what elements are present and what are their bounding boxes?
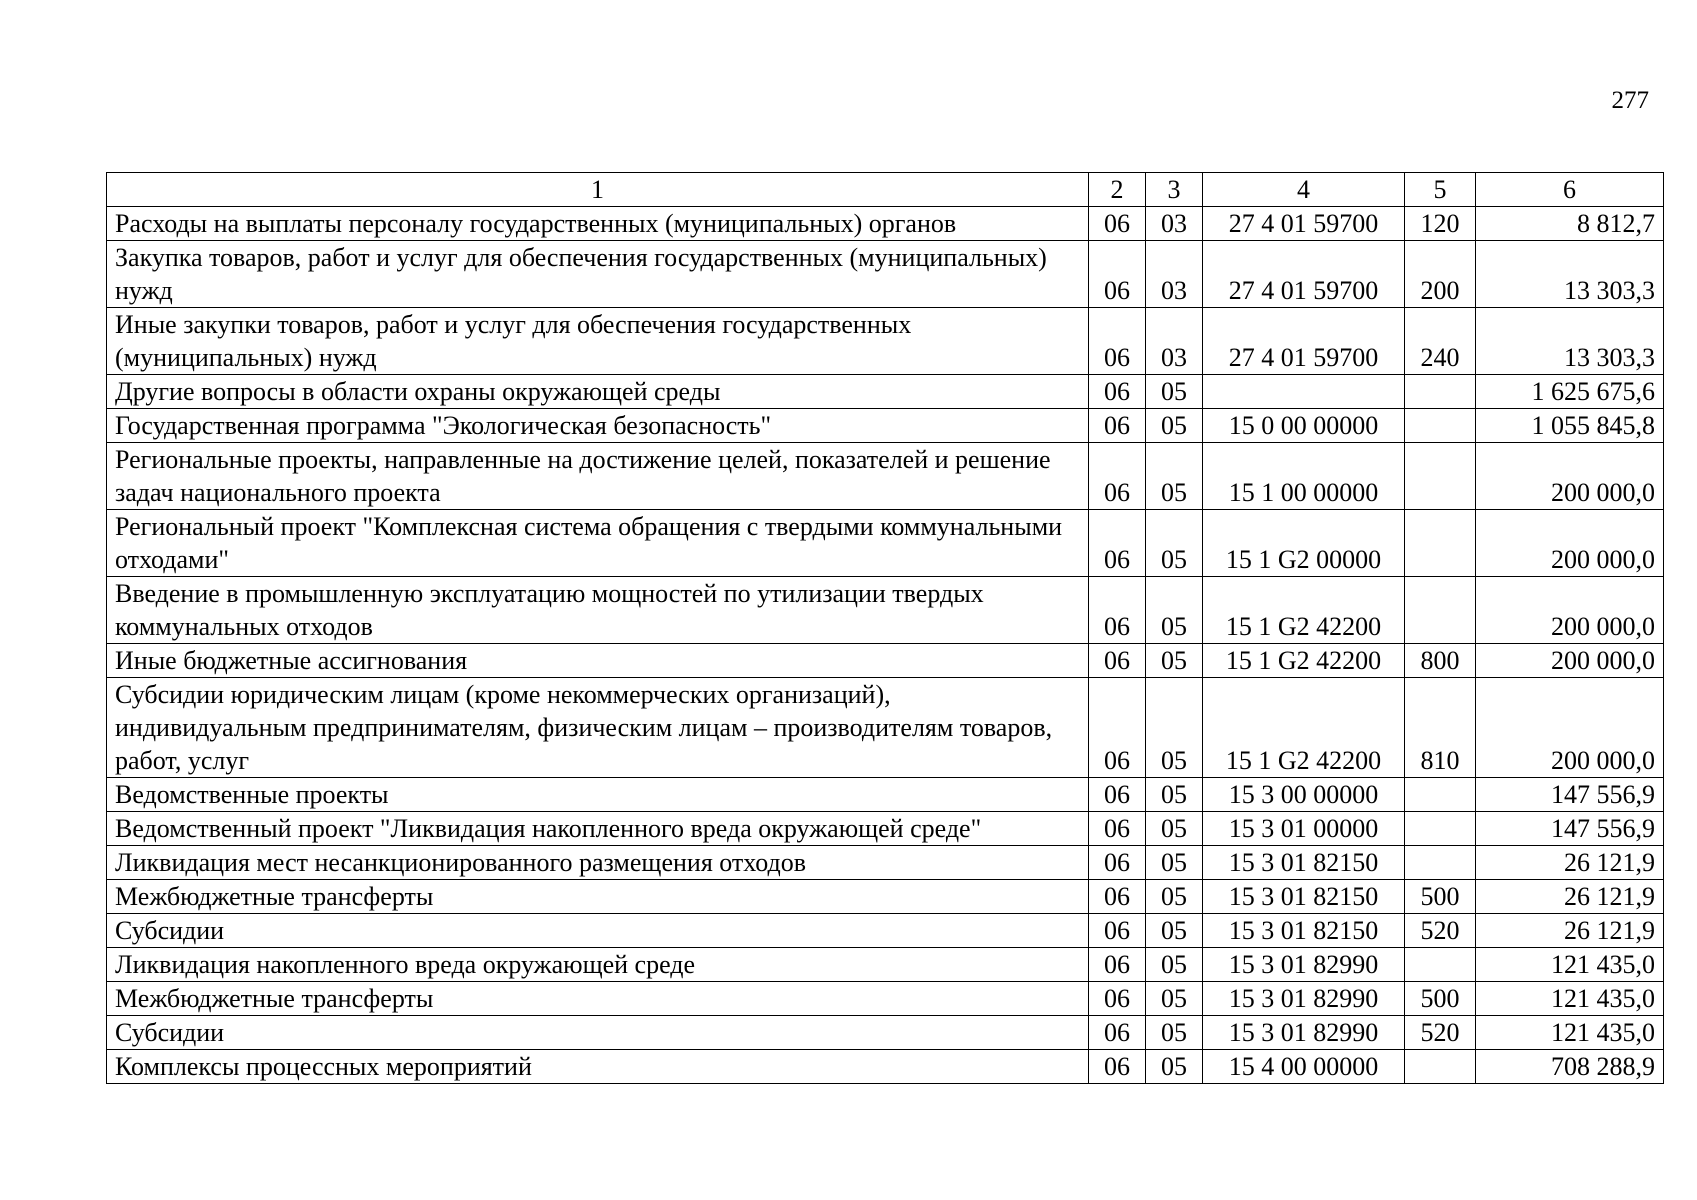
row-expense-type — [1405, 778, 1476, 812]
row-expense-type — [1405, 443, 1476, 510]
row-target-article: 15 1 G2 42200 — [1203, 644, 1405, 678]
row-section: 06 — [1089, 914, 1146, 948]
table-row — [107, 409, 1664, 443]
row-name: Региональные проекты, направленные на достижение целей, показателей и решение задач национального проекта — [107, 443, 1089, 510]
row-amount: 26 121,9 — [1476, 846, 1664, 880]
row-name: Ликвидация накопленного вреда окружающей среде — [107, 948, 1089, 982]
row-name: Субсидии — [107, 914, 1089, 948]
table-row — [107, 880, 1664, 914]
row-target-article: 27 4 01 59700 — [1203, 308, 1405, 375]
row-section: 06 — [1089, 308, 1146, 375]
table-row — [107, 375, 1664, 409]
row-amount: 13 303,3 — [1476, 241, 1664, 308]
row-target-article: 27 4 01 59700 — [1203, 207, 1405, 241]
row-name: Государственная программа "Экологическая безопасность" — [107, 409, 1089, 443]
row-target-article: 15 3 01 82150 — [1203, 880, 1405, 914]
row-name: Расходы на выплаты персоналу государственных (муниципальных) органов — [107, 207, 1089, 241]
row-expense-type: 500 — [1405, 880, 1476, 914]
row-amount: 200 000,0 — [1476, 443, 1664, 510]
row-subsection: 05 — [1146, 443, 1203, 510]
table-row — [107, 982, 1664, 1016]
row-section: 06 — [1089, 375, 1146, 409]
row-target-article: 15 3 01 82150 — [1203, 846, 1405, 880]
row-subsection: 05 — [1146, 880, 1203, 914]
row-amount: 147 556,9 — [1476, 778, 1664, 812]
row-subsection: 05 — [1146, 846, 1203, 880]
row-section: 06 — [1089, 678, 1146, 778]
row-expense-type — [1405, 409, 1476, 443]
row-expense-type — [1405, 375, 1476, 409]
header-col-2: 2 — [1089, 173, 1146, 207]
table-body — [107, 207, 1664, 1084]
row-section: 06 — [1089, 948, 1146, 982]
table-row — [107, 577, 1664, 644]
row-target-article: 15 4 00 00000 — [1203, 1050, 1405, 1084]
header-col-3: 3 — [1146, 173, 1203, 207]
row-target-article: 15 1 00 00000 — [1203, 443, 1405, 510]
row-expense-type: 520 — [1405, 1016, 1476, 1050]
table-row — [107, 241, 1664, 308]
row-subsection: 05 — [1146, 1016, 1203, 1050]
table-row — [107, 948, 1664, 982]
row-amount: 121 435,0 — [1476, 1016, 1664, 1050]
row-expense-type — [1405, 510, 1476, 577]
table-row — [107, 914, 1664, 948]
row-section: 06 — [1089, 778, 1146, 812]
row-amount: 200 000,0 — [1476, 678, 1664, 778]
table-row — [107, 207, 1664, 241]
row-subsection: 05 — [1146, 948, 1203, 982]
row-section: 06 — [1089, 846, 1146, 880]
row-target-article: 27 4 01 59700 — [1203, 241, 1405, 308]
table-row — [107, 678, 1664, 778]
row-section: 06 — [1089, 241, 1146, 308]
row-amount: 200 000,0 — [1476, 577, 1664, 644]
row-name: Закупка товаров, работ и услуг для обеспечения государственных (муниципальных) нужд — [107, 241, 1089, 308]
row-section: 06 — [1089, 982, 1146, 1016]
row-name: Другие вопросы в области охраны окружающей среды — [107, 375, 1089, 409]
row-expense-type — [1405, 812, 1476, 846]
row-amount: 121 435,0 — [1476, 982, 1664, 1016]
row-amount: 200 000,0 — [1476, 510, 1664, 577]
budget-table — [106, 172, 1664, 1084]
row-expense-type: 810 — [1405, 678, 1476, 778]
table-row — [107, 778, 1664, 812]
row-subsection: 05 — [1146, 644, 1203, 678]
header-col-6: 6 — [1476, 173, 1664, 207]
row-subsection: 05 — [1146, 510, 1203, 577]
row-expense-type — [1405, 948, 1476, 982]
page-number: 277 — [1611, 87, 1649, 114]
header-col-4: 4 — [1203, 173, 1405, 207]
table-row — [107, 846, 1664, 880]
row-subsection: 05 — [1146, 982, 1203, 1016]
row-subsection: 05 — [1146, 577, 1203, 644]
row-subsection: 05 — [1146, 409, 1203, 443]
row-amount: 121 435,0 — [1476, 948, 1664, 982]
row-subsection: 05 — [1146, 812, 1203, 846]
table-row — [107, 308, 1664, 375]
row-name: Иные закупки товаров, работ и услуг для обеспечения государственных (муниципальных) нужд — [107, 308, 1089, 375]
row-target-article: 15 0 00 00000 — [1203, 409, 1405, 443]
row-section: 06 — [1089, 409, 1146, 443]
row-target-article: 15 3 01 82990 — [1203, 948, 1405, 982]
row-target-article: 15 3 01 00000 — [1203, 812, 1405, 846]
row-section: 06 — [1089, 510, 1146, 577]
row-section: 06 — [1089, 880, 1146, 914]
row-expense-type — [1405, 577, 1476, 644]
header-col-1: 1 — [107, 173, 1089, 207]
table-row — [107, 644, 1664, 678]
row-expense-type: 240 — [1405, 308, 1476, 375]
table-row — [107, 1016, 1664, 1050]
row-name: Межбюджетные трансферты — [107, 880, 1089, 914]
row-amount: 1 625 675,6 — [1476, 375, 1664, 409]
row-section: 06 — [1089, 443, 1146, 510]
row-name: Субсидии юридическим лицам (кроме некоммерческих организаций), индивидуальным предпринимателям, физическим лицам – производителям товаров, работ, услуг — [107, 678, 1089, 778]
row-subsection: 05 — [1146, 914, 1203, 948]
row-section: 06 — [1089, 812, 1146, 846]
row-section: 06 — [1089, 1016, 1146, 1050]
row-subsection: 05 — [1146, 1050, 1203, 1084]
row-section: 06 — [1089, 1050, 1146, 1084]
row-name: Ликвидация мест несанкционированного размещения отходов — [107, 846, 1089, 880]
row-target-article: 15 3 01 82150 — [1203, 914, 1405, 948]
row-target-article — [1203, 375, 1405, 409]
row-amount: 8 812,7 — [1476, 207, 1664, 241]
row-name: Ведомственный проект "Ликвидация накопленного вреда окружающей среде" — [107, 812, 1089, 846]
row-subsection: 05 — [1146, 678, 1203, 778]
row-amount: 26 121,9 — [1476, 914, 1664, 948]
row-subsection: 03 — [1146, 241, 1203, 308]
table-header-row — [107, 173, 1664, 207]
row-section: 06 — [1089, 644, 1146, 678]
row-section: 06 — [1089, 577, 1146, 644]
row-target-article: 15 3 01 82990 — [1203, 982, 1405, 1016]
row-expense-type — [1405, 1050, 1476, 1084]
table-row — [107, 510, 1664, 577]
row-expense-type: 200 — [1405, 241, 1476, 308]
row-target-article: 15 3 00 00000 — [1203, 778, 1405, 812]
row-expense-type: 500 — [1405, 982, 1476, 1016]
table-row — [107, 1050, 1664, 1084]
row-name: Комплексы процессных мероприятий — [107, 1050, 1089, 1084]
row-name: Региональный проект "Комплексная система обращения с твердыми коммунальными отходами" — [107, 510, 1089, 577]
row-name: Субсидии — [107, 1016, 1089, 1050]
row-name: Иные бюджетные ассигнования — [107, 644, 1089, 678]
row-subsection: 05 — [1146, 778, 1203, 812]
row-subsection: 05 — [1146, 375, 1203, 409]
row-expense-type: 520 — [1405, 914, 1476, 948]
row-expense-type — [1405, 846, 1476, 880]
row-expense-type: 120 — [1405, 207, 1476, 241]
row-target-article: 15 1 G2 42200 — [1203, 577, 1405, 644]
row-target-article: 15 1 G2 00000 — [1203, 510, 1405, 577]
row-section: 06 — [1089, 207, 1146, 241]
row-amount: 1 055 845,8 — [1476, 409, 1664, 443]
row-name: Межбюджетные трансферты — [107, 982, 1089, 1016]
row-subsection: 03 — [1146, 207, 1203, 241]
row-subsection: 03 — [1146, 308, 1203, 375]
table-row — [107, 443, 1664, 510]
row-expense-type: 800 — [1405, 644, 1476, 678]
row-target-article: 15 3 01 82990 — [1203, 1016, 1405, 1050]
row-name: Введение в промышленную эксплуатацию мощностей по утилизации твердых коммунальных отходов — [107, 577, 1089, 644]
row-name: Ведомственные проекты — [107, 778, 1089, 812]
row-amount: 13 303,3 — [1476, 308, 1664, 375]
header-col-5: 5 — [1405, 173, 1476, 207]
table-row — [107, 812, 1664, 846]
row-amount: 708 288,9 — [1476, 1050, 1664, 1084]
row-amount: 200 000,0 — [1476, 644, 1664, 678]
row-amount: 147 556,9 — [1476, 812, 1664, 846]
row-target-article: 15 1 G2 42200 — [1203, 678, 1405, 778]
row-amount: 26 121,9 — [1476, 880, 1664, 914]
